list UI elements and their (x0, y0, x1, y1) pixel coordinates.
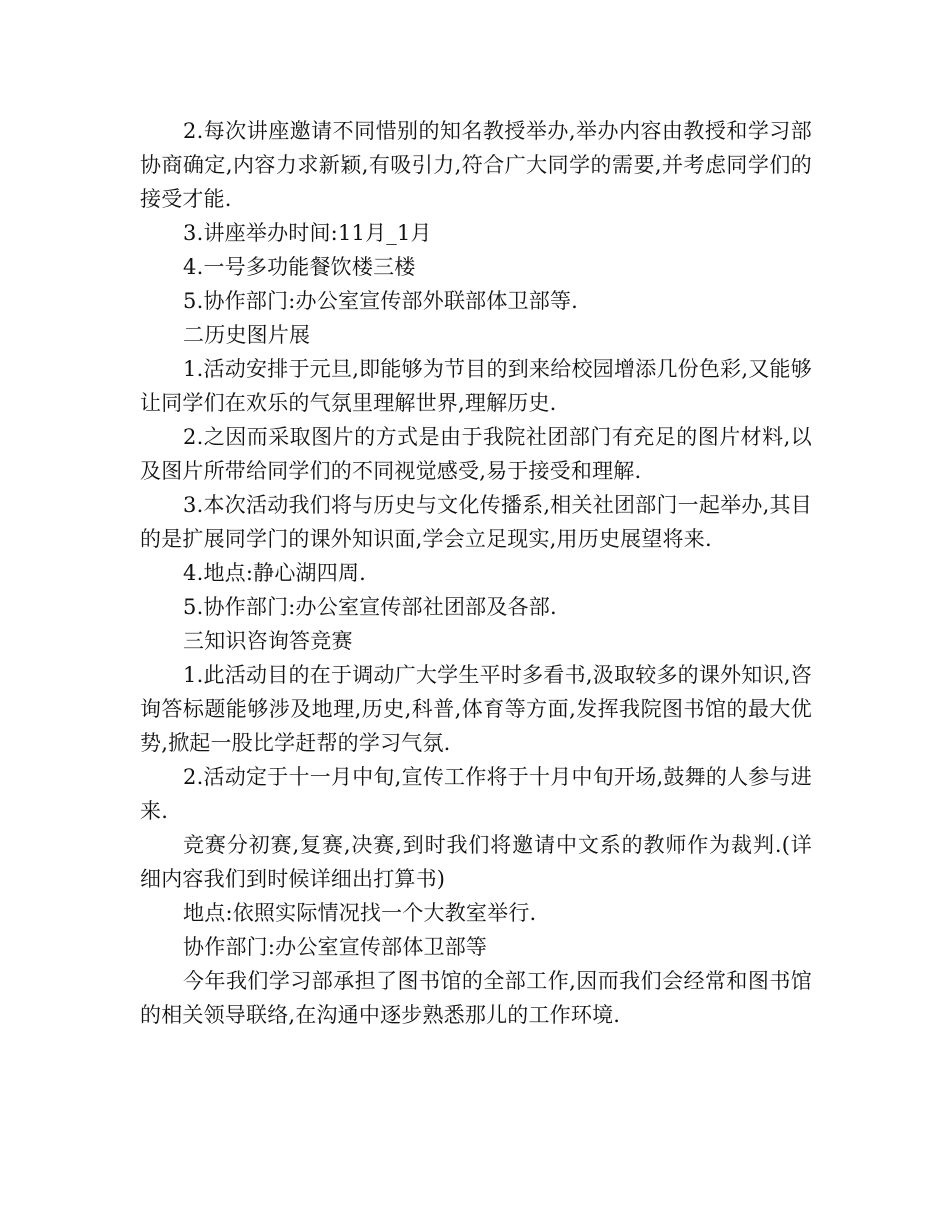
paragraph-quiz-partners: 协作部门:办公室宣传部体卫部等 (183, 935, 488, 959)
paragraph-quiz-timing: 2.活动定于十一月中旬,宣传工作将于十月中旬开场,鼓舞的人参与进来. (140, 765, 812, 823)
paragraph-lecture-partners: 5.协作部门:办公室宣传部外联部体卫部等. (183, 289, 579, 313)
paragraph-lecture-location: 4.一号多功能餐饮楼三楼 (183, 255, 416, 279)
paragraph-exhibition-method: 2.之因而采取图片的方式是由于我院社团部门有充足的图片材料,以及图片所带给同学们的不同视觉感受,易于接受和理解. (140, 425, 812, 483)
paragraph-lecture-time: 3.讲座举办时间:11月_1月 (183, 221, 432, 245)
paragraph-quiz-location: 地点:依照实际情况找一个大教室举行. (183, 901, 537, 925)
paragraph-exhibition-partners: 5.协作部门:办公室宣传部社团部及各部. (183, 595, 557, 619)
document-body (140, 114, 812, 1032)
paragraph-quiz-purpose: 1.此活动目的在于调动广大学生平时多看书,汲取较多的课外知识,咨询答标题能够涉及地理,历史,科普,体育等方面,发挥我院图书馆的最大优势,掀起一股比学赶帮的学习气氛. (140, 663, 812, 755)
section-heading-quiz-competition: 三知识咨询答竞赛 (183, 629, 353, 653)
paragraph-exhibition-location: 4.地点:静心湖四周. (183, 561, 367, 585)
section-heading-photo-exhibition: 二历史图片展 (183, 323, 311, 347)
paragraph-exhibition-schedule: 1.活动安排于元旦,即能够为节目的到来给校园增添几份色彩,又能够让同学们在欢乐的气氛里理解世界,理解历史. (140, 357, 812, 415)
paragraph-lecture-invitation: 2.每次讲座邀请不同惜别的知名教授举办,举办内容由教授和学习部协商确定,内容力求新颖,有吸引力,符合广大同学的需要,并考虑同学们的接受才能. (140, 119, 812, 211)
paragraph-quiz-rounds: 竞赛分初赛,复赛,决赛,到时我们将邀请中文系的教师作为裁判.(详细内容我们到时候详细出打算书) (140, 833, 812, 891)
paragraph-exhibition-cooperation: 3.本次活动我们将与历史与文化传播系,相关社团部门一起举办,其目的是扩展同学门的课外知识面,学会立足现实,用历史展望将来. (140, 493, 812, 551)
paragraph-library-work: 今年我们学习部承担了图书馆的全部工作,因而我们会经常和图书馆的相关领导联络,在沟通中逐步熟悉那儿的工作环境. (140, 969, 812, 1027)
